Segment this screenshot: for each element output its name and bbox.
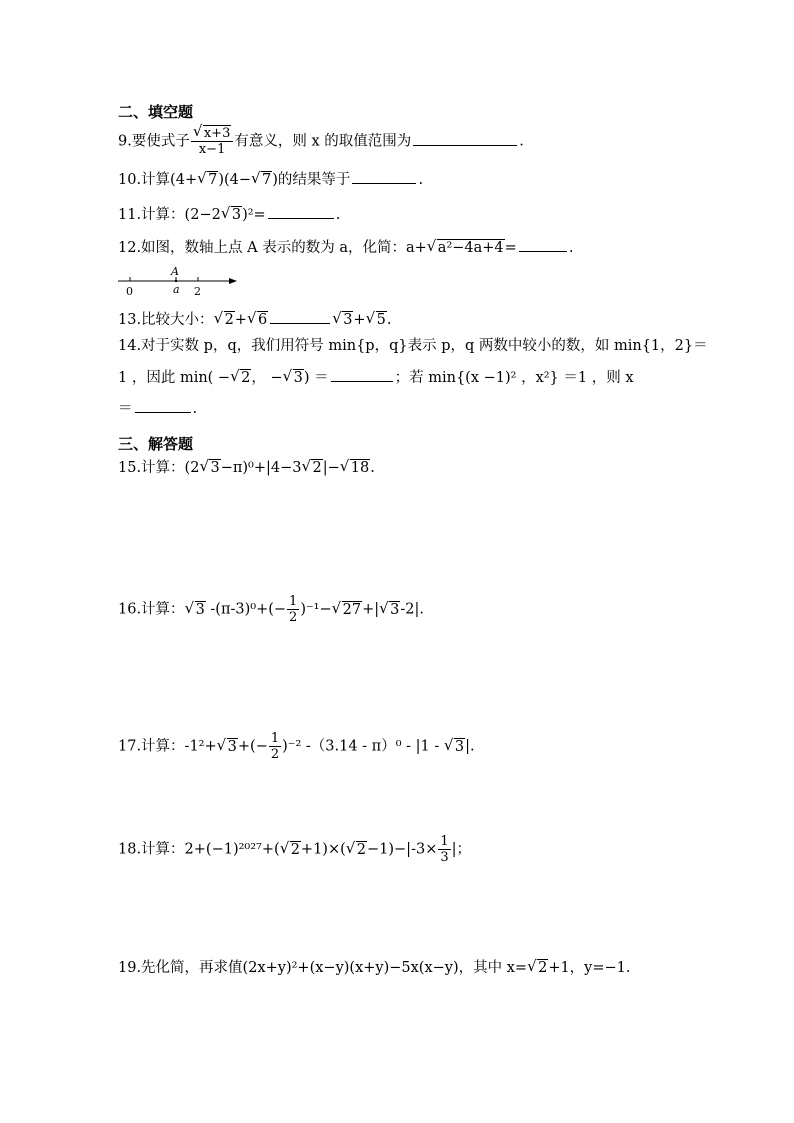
tick-label-2: 2 — [194, 285, 201, 298]
q16-text-b: )⁻¹− — [300, 601, 332, 618]
q18-frac-num: 1 — [440, 834, 449, 849]
q9-end: . — [519, 133, 524, 150]
number-line-figure — [116, 264, 240, 298]
q9-answer-blank[interactable] — [413, 131, 517, 146]
q16-radical-3: 3 — [390, 601, 400, 618]
q9-fraction — [191, 126, 234, 157]
q17-frac-num: 1 — [270, 731, 280, 746]
question-16 — [118, 594, 424, 625]
q11-end: . — [335, 207, 341, 223]
q18-frac-den: 3 — [440, 850, 449, 865]
q13-answer-blank[interactable] — [270, 309, 330, 324]
q10-answer-blank[interactable] — [352, 169, 416, 184]
q18-text-c: |； — [451, 841, 472, 858]
q18-radical-1: 2 — [290, 841, 300, 858]
q9-text: 9.要使式子 — [118, 133, 190, 150]
q17-radical-2: 3 — [454, 738, 465, 755]
question-9 — [118, 126, 524, 157]
q13-plus-2: + — [353, 312, 366, 328]
q15-text: 15.计算：(2 — [118, 460, 200, 476]
q9-text-post: 有意义，则 x 的取值范围为 — [234, 133, 412, 150]
q19-radical-1: 2 — [538, 960, 548, 976]
question-11 — [118, 204, 340, 225]
q10-text-mid: )(4− — [218, 172, 252, 188]
question-18 — [118, 834, 471, 865]
q11-text: 11.计算：(2−2 — [118, 207, 221, 223]
q9-numerator: x+3 — [203, 126, 231, 141]
q12-text: 12.如图，数轴上点 A 表示的数为 a，化简：a+ — [118, 240, 427, 256]
q14-radical-2: 3 — [293, 370, 303, 386]
q14-text-line-3: ＝ — [118, 401, 133, 417]
section-title-answer: 三、解答题 — [118, 435, 194, 453]
q14-text-2c: ) ＝ — [303, 370, 329, 386]
q10-radical-1: 7 — [208, 172, 218, 188]
q13-radical-2: 6 — [257, 312, 268, 328]
q17-radical-1: 3 — [227, 738, 237, 755]
q10-end: . — [418, 172, 424, 188]
q11-radical: 3 — [231, 207, 242, 223]
q17-text-b: )⁻² -（3.14 - π）⁰ - |1 - — [282, 738, 444, 755]
q11-answer-blank[interactable] — [268, 204, 334, 219]
q12-radical: a²−4a+4 — [437, 240, 504, 256]
question-15 — [118, 458, 375, 478]
q12-answer-blank[interactable] — [519, 237, 567, 252]
q18-radical-2: 2 — [356, 841, 366, 858]
q15-text-b: |− — [322, 460, 340, 476]
q16-radical-2: 27 — [342, 601, 362, 618]
q16-text: 16.计算： — [118, 601, 185, 618]
q12-text-post: = — [504, 240, 517, 256]
q10-radical-2: 7 — [262, 172, 272, 188]
q16-frac-num: 1 — [289, 594, 298, 609]
q14-answer-blank-2[interactable] — [135, 398, 191, 413]
q13-end: . — [386, 312, 392, 328]
q10-text: 10.计算(4+ — [118, 172, 198, 188]
q13-radical-4: 5 — [376, 312, 386, 328]
q17-text: 17.计算：-1²+ — [118, 738, 217, 755]
q13-radical-1: 2 — [224, 312, 234, 328]
question-12 — [118, 237, 573, 258]
q16-text-a: -(π-3)⁰+(− — [205, 601, 287, 618]
point-value-a: a — [173, 283, 180, 296]
q16-text-c: +| — [362, 601, 380, 618]
q15-text-a: −π)⁰+|4−3 — [220, 460, 302, 476]
q9-denominator: x−1 — [198, 142, 226, 157]
q14-radical-1: 2 — [241, 370, 251, 386]
question-19 — [118, 958, 631, 978]
q15-radical-3: 18 — [350, 460, 370, 476]
question-10 — [118, 169, 423, 190]
q16-text-d: -2|. — [400, 601, 424, 618]
number-line-arrow — [229, 278, 237, 284]
question-17 — [118, 731, 475, 762]
q13-plus-1: + — [234, 312, 247, 328]
q14-end: . — [192, 401, 198, 417]
q19-text-post: +1，y=−1. — [548, 960, 631, 976]
q17-text-a: +(− — [237, 738, 268, 755]
section-title-fill: 二、填空题 — [118, 103, 194, 121]
q14-text-2a: 1 ，因此 min( − — [118, 370, 231, 386]
q14-text-2d: ；若 min{(x −1)² ，x²} ＝1 ，则 x — [394, 370, 634, 386]
q13-text: 13.比较大小： — [118, 312, 214, 328]
q10-text-post: )的结果等于 — [272, 172, 351, 188]
question-14-line-1 — [118, 336, 708, 356]
q15-end: . — [370, 460, 375, 476]
q17-frac-den: 2 — [270, 747, 280, 762]
q16-radical-1: 3 — [195, 601, 205, 618]
q12-end: . — [568, 240, 574, 256]
point-label-A: A — [171, 265, 179, 278]
question-14-line-2 — [118, 367, 634, 388]
q18-text-a: +1)×( — [300, 841, 346, 858]
q17-text-c: |. — [465, 738, 475, 755]
q14-answer-blank-1[interactable] — [331, 367, 393, 382]
point-a — [175, 280, 177, 282]
q18-text: 18.计算：2+(−1)²⁰²⁷+( — [118, 841, 280, 858]
q15-radical-1: 3 — [210, 460, 220, 476]
q15-radical-2: 2 — [312, 460, 322, 476]
question-13 — [118, 309, 391, 330]
tick-label-0: 0 — [126, 285, 133, 298]
q11-text-post: )²= — [242, 207, 266, 223]
q16-frac-den: 2 — [289, 610, 298, 625]
q13-radical-3: 3 — [343, 312, 353, 328]
q14-text-2b: ， − — [251, 370, 283, 386]
q19-text: 19.先化简，再求值(2x+y)²+(x−y)(x+y)−5x(x−y)，其中 x= — [118, 960, 528, 976]
q14-text-line-1: 14.对于实数 p，q，我们用符号 min{p，q}表示 p，q 两数中较小的数，如 min{1，2}＝ — [118, 338, 708, 354]
q18-text-b: −1)−|-3× — [367, 841, 438, 858]
question-14-line-3 — [118, 398, 197, 419]
